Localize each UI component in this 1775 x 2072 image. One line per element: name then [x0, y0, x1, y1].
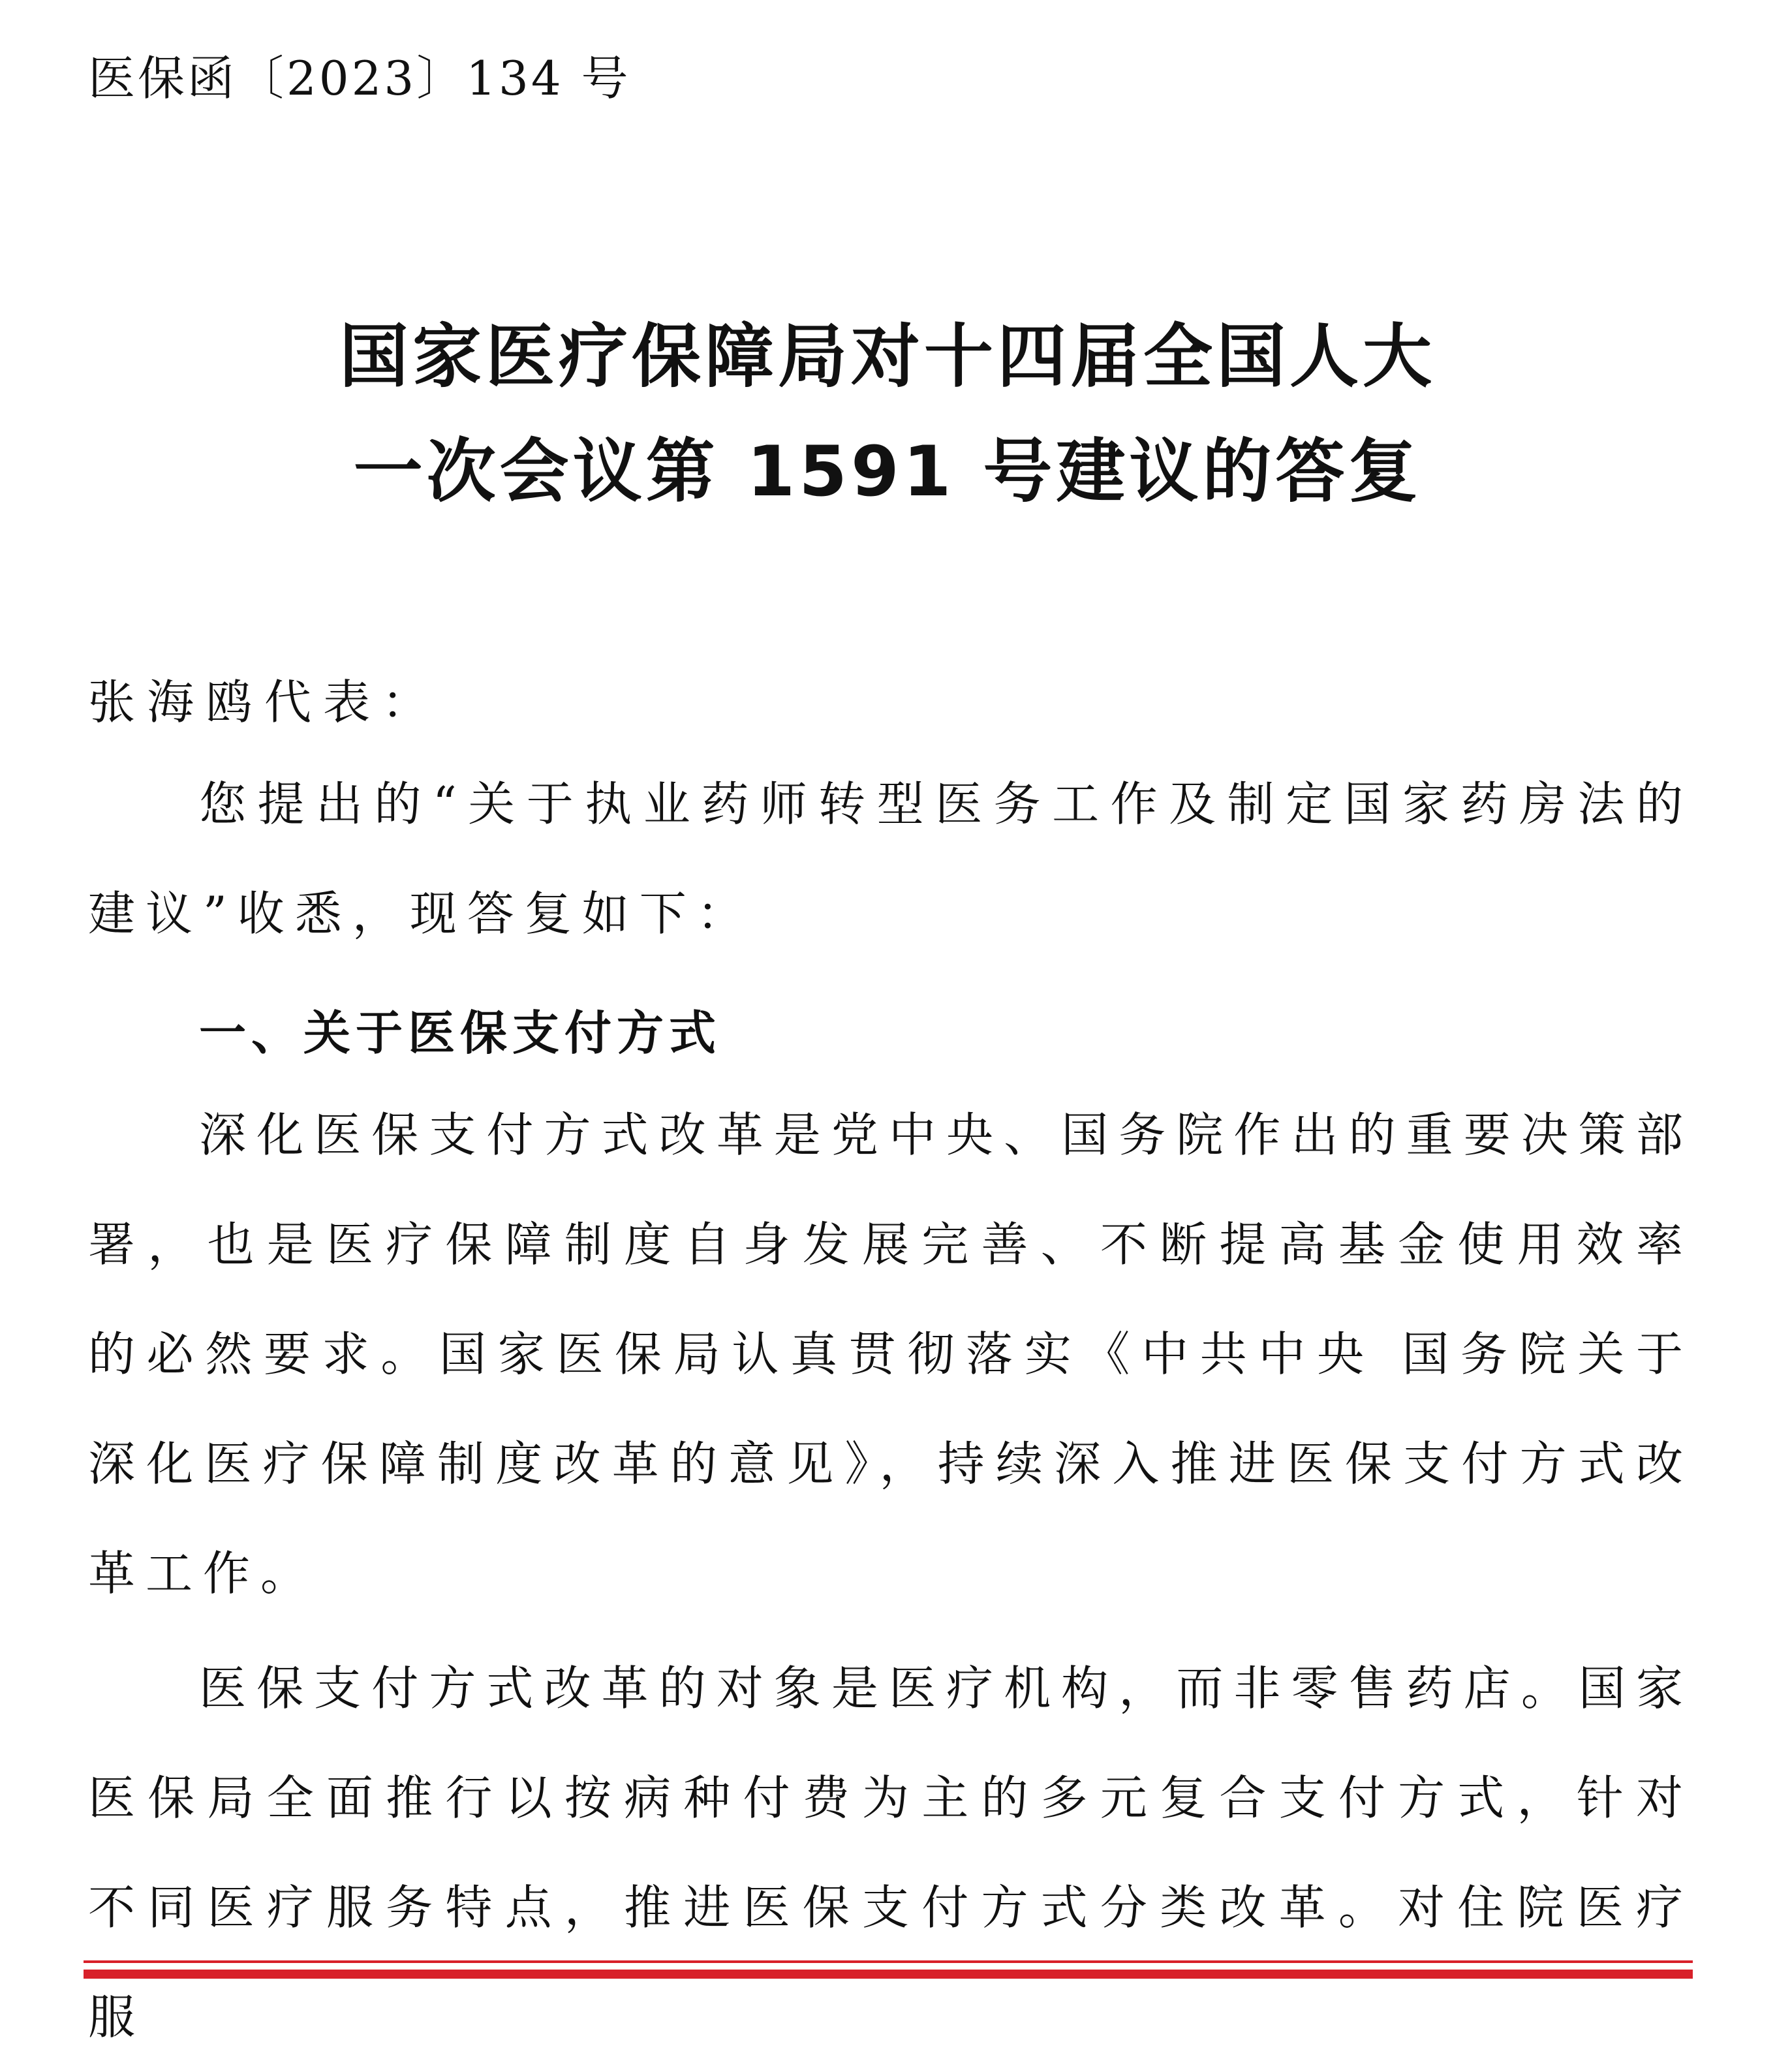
document-title-line-2: 一次会议第 1591 号建议的答复 [353, 431, 1422, 512]
paragraph-payment-target: 医保支付方式改革的对象是医疗机构，而非零售药店。国家医保局全面推行以按病种付费为主的多元复合支付方式，针对不同医疗服务特点，推进医保支付方式分类改革。对住院医疗服 [88, 1661, 1693, 2045]
paragraph-intro: 您提出的“关于执业药师转型医务工作及制定国家药房法的建议”收悉，现答复如下： [88, 777, 1693, 941]
paragraph-payment-reform: 深化医保支付方式改革是党中央、国务院作出的重要决策部署，也是医疗保障制度自身发展完善、不断提高基金使用效率的必然要求。国家医保局认真贯彻落实《中共中央 国务院关于深化医疗保障制度改革的意见》，持续深入推进医保支付方式改革工作。 [88, 1107, 1693, 1601]
section-heading: 一、关于医保支付方式 [199, 1006, 722, 1060]
footer-rule-thick [84, 1970, 1693, 1979]
document-title-line-1: 国家医疗保障局对十四届全国人大 [339, 317, 1436, 397]
salutation: 张海鸥代表： [88, 675, 441, 730]
document-number: 医保函〔2023〕134 号 [88, 51, 631, 106]
footer-rule-thin [84, 1960, 1693, 1963]
